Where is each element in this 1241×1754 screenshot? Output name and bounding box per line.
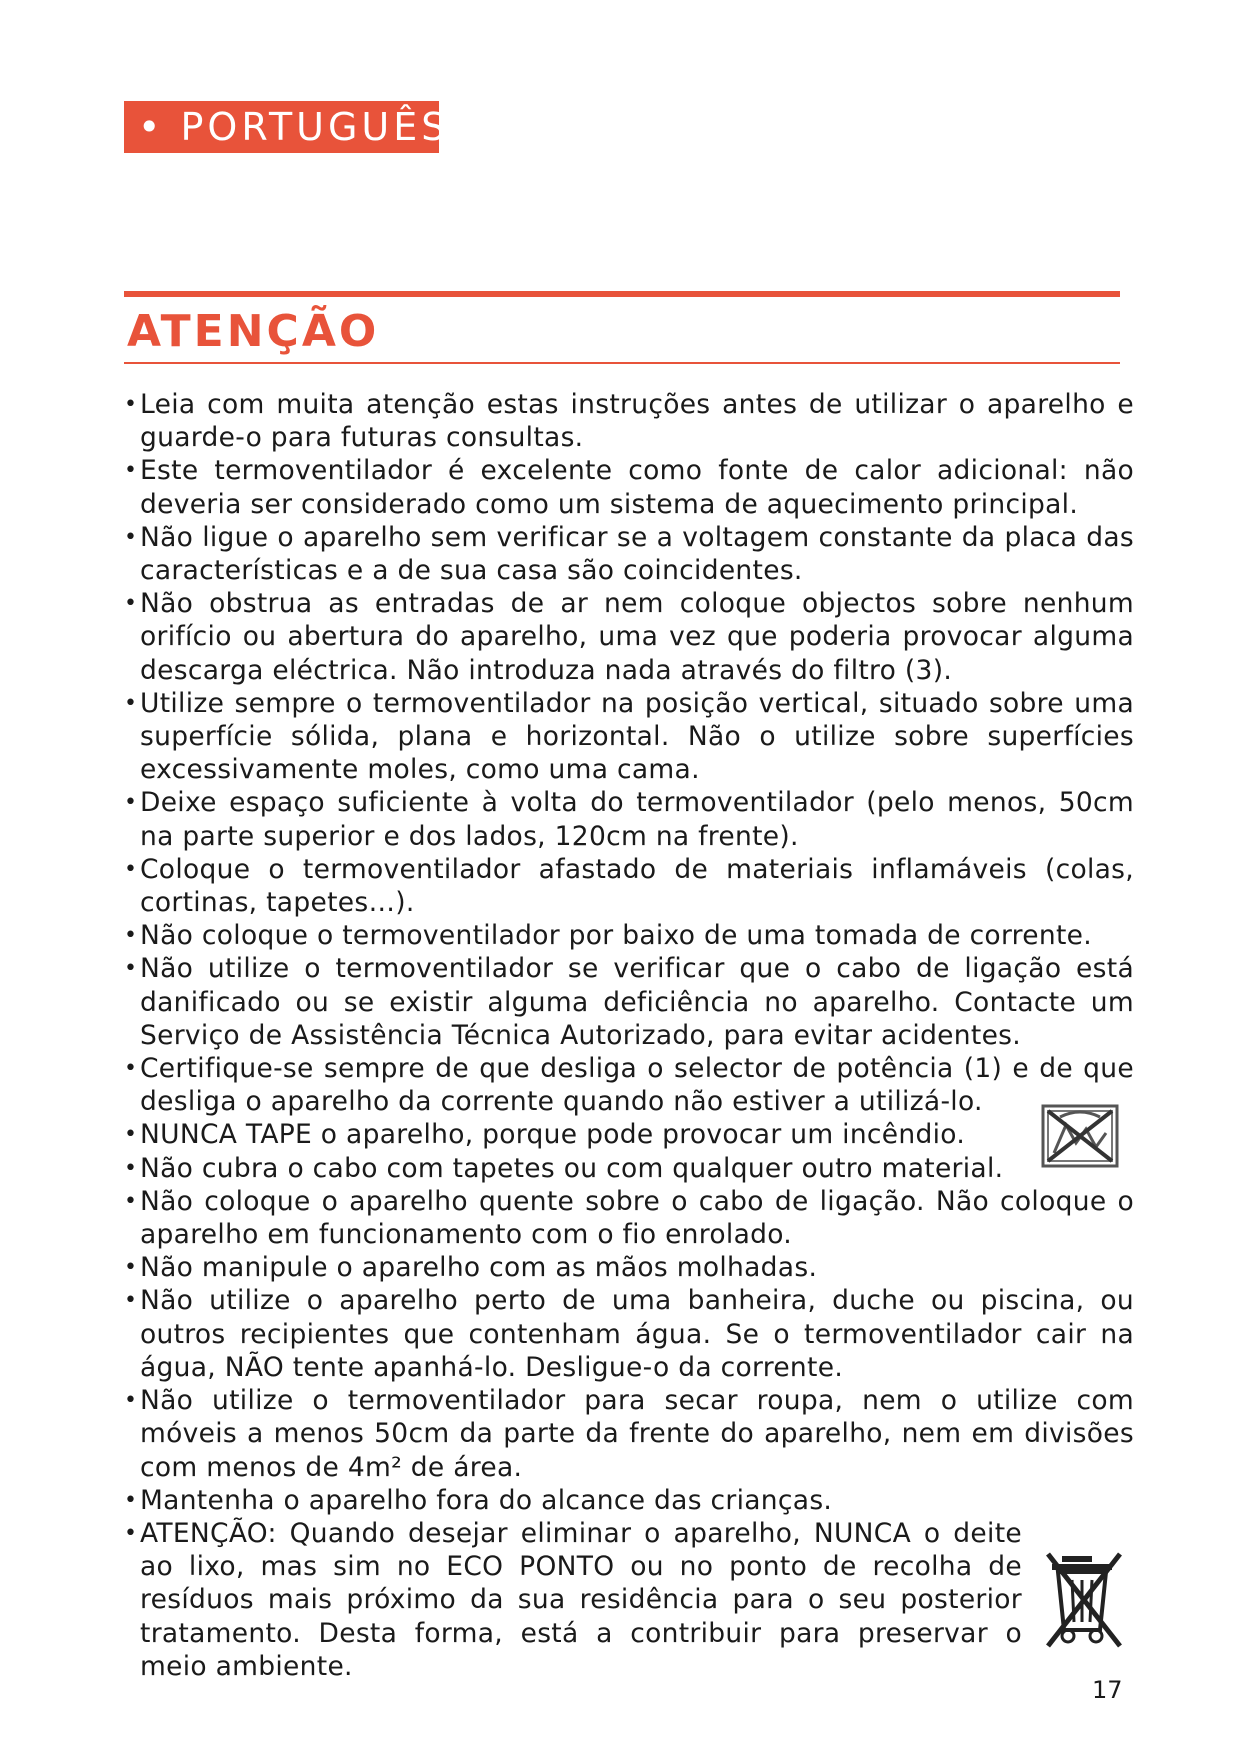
page-number: 17 [1092,1676,1123,1704]
list-item: • Não coloque o aparelho quente sobre o cabo de ligação. Não coloque o aparelho em funcionamento com o fio enrolado. [124,1185,1134,1251]
section-title: ATENÇÃO [127,306,380,357]
list-item: • Não utilize o aparelho perto de uma banheira, duche ou piscina, ou outros recipientes que contenham água. Se o termoventilador cair na água, NÃO tente apanhá-lo. Desligue-o da corrente. [124,1284,1134,1384]
list-item: • Leia com muita atenção estas instruções antes de utilizar o aparelho e guarde-o para futuras consultas. [124,388,1134,454]
list-item: • Este termoventilador é excelente como fonte de calor adicional: não deveria ser considerado como um sistema de aquecimento principal. [124,454,1134,520]
list-item: • Não obstrua as entradas de ar nem coloque objectos sobre nenhum orifício ou abertura do aparelho, uma vez que poderia provocar alguma descarga eléctrica. Não introduza nada através do filtro (3). [124,587,1134,687]
language-label: • PORTUGUÊS [124,101,439,153]
list-item: • Certifique-se sempre de que desliga o selector de potência (1) e de que desliga o aparelho da corrente quando não estiver a utilizá-lo. [124,1052,1134,1118]
list-item: • Não utilize o termoventilador para secar roupa, nem o utilize com móveis a menos 50cm da parte da frente do aparelho, nem em divisões com menos de 4m² de área. [124,1384,1134,1484]
list-item: • NUNCA TAPE o aparelho, porque pode provocar um incêndio. [124,1118,1022,1151]
section-top-rule [124,291,1120,297]
section-bottom-rule [124,362,1120,364]
list-item: • Deixe espaço suficiente à volta do termoventilador (pelo menos, 50cm na parte superior e dos lados, 120cm na frente). [124,786,1134,852]
list-item: • Não cubra o cabo com tapetes ou com qualquer outro material. [124,1152,1022,1185]
list-item: • Coloque o termoventilador afastado de materiais inflamáveis (colas, cortinas, tapetes…). [124,853,1134,919]
do-not-cover-icon [1040,1103,1120,1169]
list-item: • Não ligue o aparelho sem verificar se a voltagem constante da placa das características e a de sua casa são coincidentes. [124,521,1134,587]
instructions-list [124,388,1134,1683]
list-item: • Não coloque o termoventilador por baixo de uma tomada de corrente. [124,919,1134,952]
list-item: • Mantenha o aparelho fora do alcance das crianças. [124,1484,1134,1517]
crossed-out-bin-icon [1044,1550,1124,1650]
list-item: • ATENÇÃO: Quando desejar eliminar o aparelho, NUNCA o deite ao lixo, mas sim no ECO PONTO ou no ponto de recolha de resíduos mais próximo da sua residência para o seu posterior tratamento. Desta forma, está a contribuir para preservar o meio ambiente. [124,1517,1022,1683]
list-item: • Não manipule o aparelho com as mãos molhadas. [124,1251,1134,1284]
list-item: • Utilize sempre o termoventilador na posição vertical, situado sobre uma superfície sólida, plana e horizontal. Não o utilize sobre superfícies excessivamente moles, como uma cama. [124,687,1134,787]
list-item: • Não utilize o termoventilador se verificar que o cabo de ligação está danificado ou se existir alguma deficiência no aparelho. Contacte um Serviço de Assistência Técnica Autorizado, para evitar acidentes. [124,952,1134,1052]
